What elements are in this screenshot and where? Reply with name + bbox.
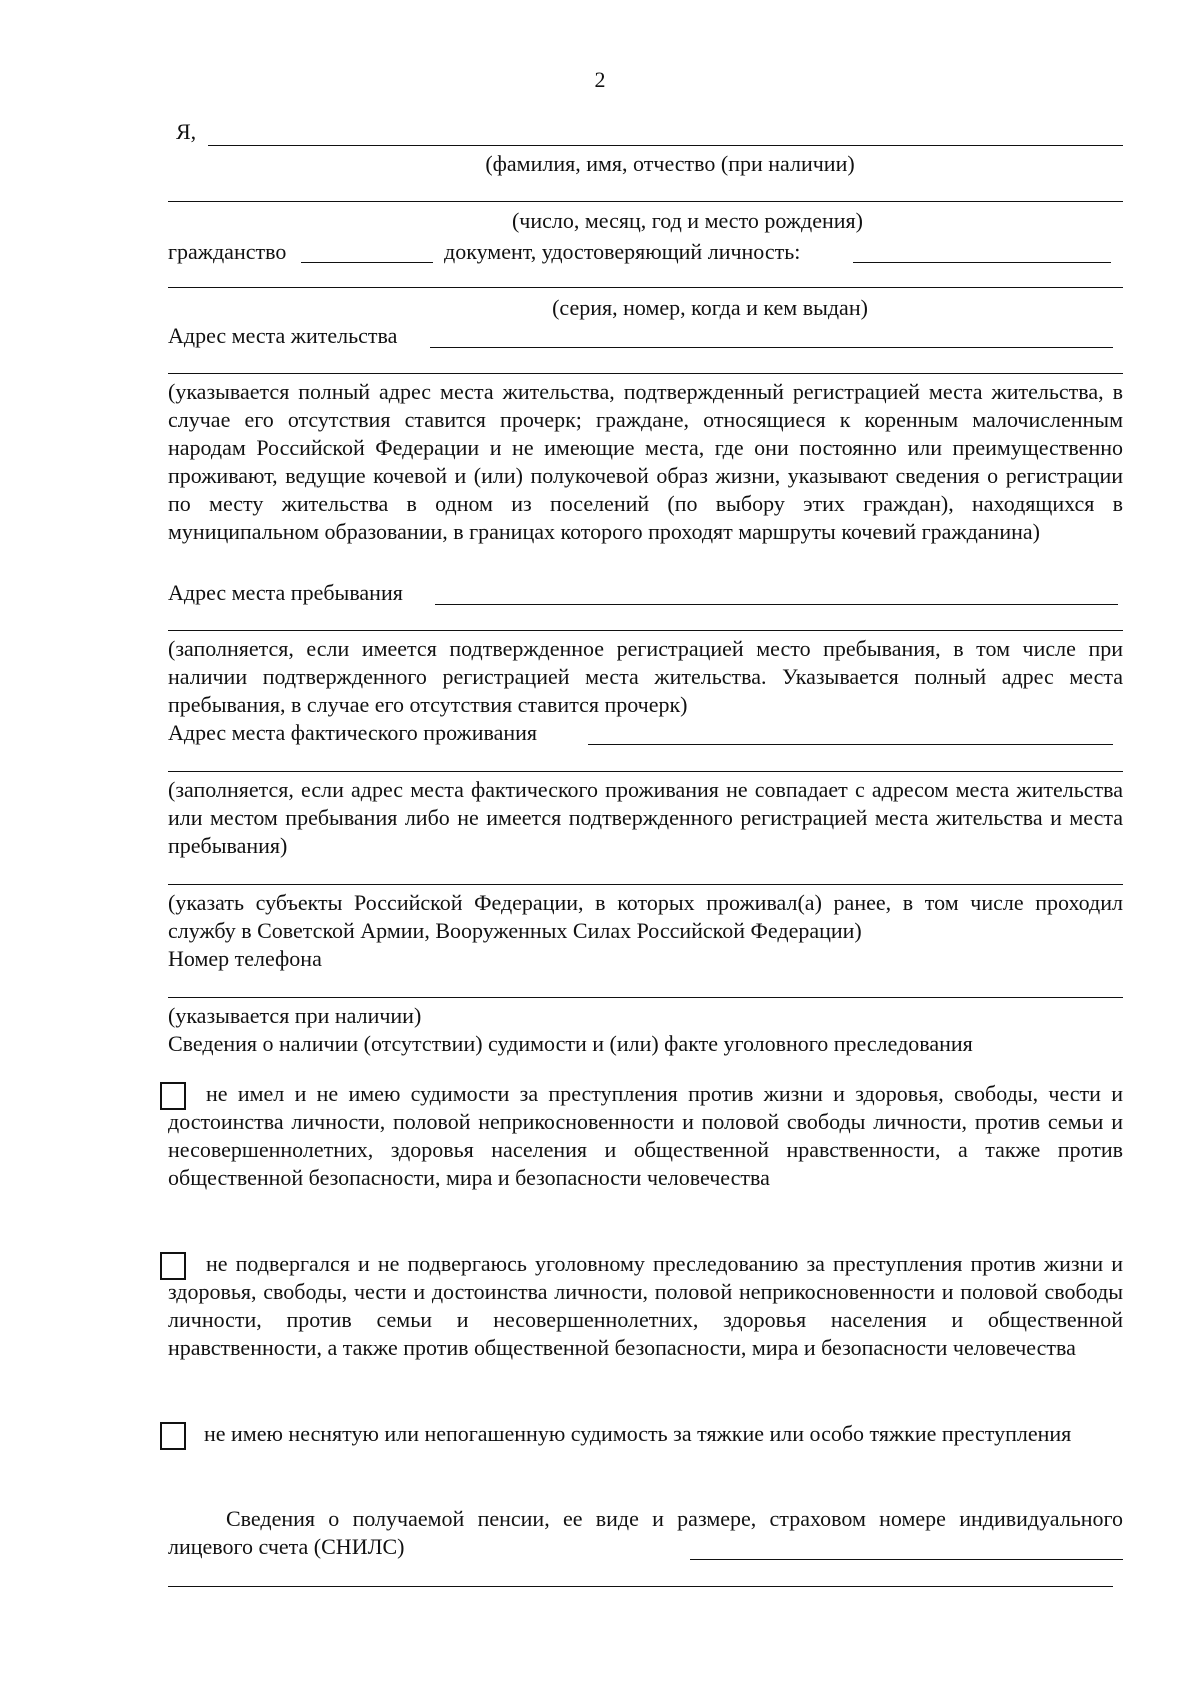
checkbox-no-prosecution-label: не подвергался и не подвергаюсь уголовному преследованию за преступления против жизни и здоровья, свободы, чести и достоинства личности, половой неприкосновенности и половой свободы личности, против семьи и несовершеннолетних, здоровья населения и общественной нравственности, а также против общественной безопасности, мира и безопасности человечества [168, 1251, 1123, 1360]
residence-field[interactable] [430, 347, 1113, 348]
fio-field[interactable] [208, 145, 1123, 146]
actual-field-2[interactable] [168, 771, 1123, 772]
checkbox-no-grave-conviction[interactable] [160, 1422, 186, 1450]
document-label: документ, удостоверяющий личность: [444, 239, 801, 264]
document-hint: (серия, номер, когда и кем выдан) [552, 295, 868, 320]
regions-note: (указать субъекты Российской Федерации, в которых проживал(а) ранее, в том числе проходил службу в Советской Армии, Вооруженных Силах Российской Федерации) [168, 890, 1123, 943]
page-number: 2 [594, 67, 606, 92]
fio-hint: (фамилия, имя, отчество (при наличии) [485, 151, 855, 176]
stay-field-2[interactable] [168, 630, 1123, 631]
stay-note: (заполняется, если имеется подтвержденное регистрацией место пребывания, в том числе при наличии подтвержденного регистрацией места жительства. Указывается полный адрес места пребывания, в случае его отсутствия ставится прочерк) [168, 636, 1123, 717]
document-field-2[interactable] [168, 287, 1123, 288]
birth-hint: (число, месяц, год и место рождения) [511, 208, 864, 233]
snils-field[interactable] [690, 1559, 1123, 1560]
regions-field[interactable] [168, 884, 1123, 885]
stay-field[interactable] [435, 604, 1118, 605]
actual-field[interactable] [588, 744, 1113, 745]
actual-note: (заполняется, если адрес места фактического проживания не совпадает с адресом места жительства или местом пребывания либо не имеется подтвержденного регистрацией места жительства и места пребывания) [168, 777, 1123, 858]
birth-field[interactable] [168, 201, 1123, 202]
pension-text: Сведения о получаемой пенсии, ее виде и размере, страховом номере индивидуального лицевого счета (СНИЛС) [168, 1506, 1123, 1559]
i-label: Я, [176, 119, 197, 144]
criminal-heading: Сведения о наличии (отсутствии) судимости и (или) факте уголовного преследования [168, 1031, 973, 1056]
checkbox-no-grave-conviction-label: не имею неснятую или непогашенную судимость за тяжкие или особо тяжкие преступления [204, 1421, 1072, 1446]
residence-note: (указывается полный адрес места жительства, подтвержденный регистрацией места жительства, в случае его отсутствия ставится прочерк; граждане, относящиеся к коренным малочисленным народам Российской Федерации и не имеющие места, где они постоянно или преимущественно проживают, ведущие кочевой и (или) полукочевой образ жизни, указывают сведения о регистрации по месту жительства в одном из поселений (по выбору этих граждан), находящихся в муниципальном образовании, в границах которого проходят маршруты кочевий гражданина) [168, 379, 1123, 544]
phone-field[interactable] [168, 997, 1123, 998]
pension-field-2[interactable] [168, 1586, 1113, 1587]
checkbox-no-conviction-label: не имел и не имею судимости за преступления против жизни и здоровья, свободы, чести и достоинства личности, половой неприкосновенности и половой свободы личности, против семьи и несовершеннолетних, здоровья населения и общественной нравственности, а также против общественной безопасности, мира и безопасности человечества [168, 1081, 1123, 1190]
citizenship-label: гражданство [168, 239, 287, 264]
phone-note: (указывается при наличии) [168, 1003, 422, 1028]
actual-label: Адрес места фактического проживания [168, 720, 538, 745]
residence-field-2[interactable] [168, 373, 1123, 374]
residence-label: Адрес места жительства [168, 323, 398, 348]
document-field[interactable] [853, 262, 1111, 263]
phone-label: Номер телефона [168, 946, 322, 971]
citizenship-field[interactable] [301, 262, 433, 263]
stay-label: Адрес места пребывания [168, 580, 403, 605]
